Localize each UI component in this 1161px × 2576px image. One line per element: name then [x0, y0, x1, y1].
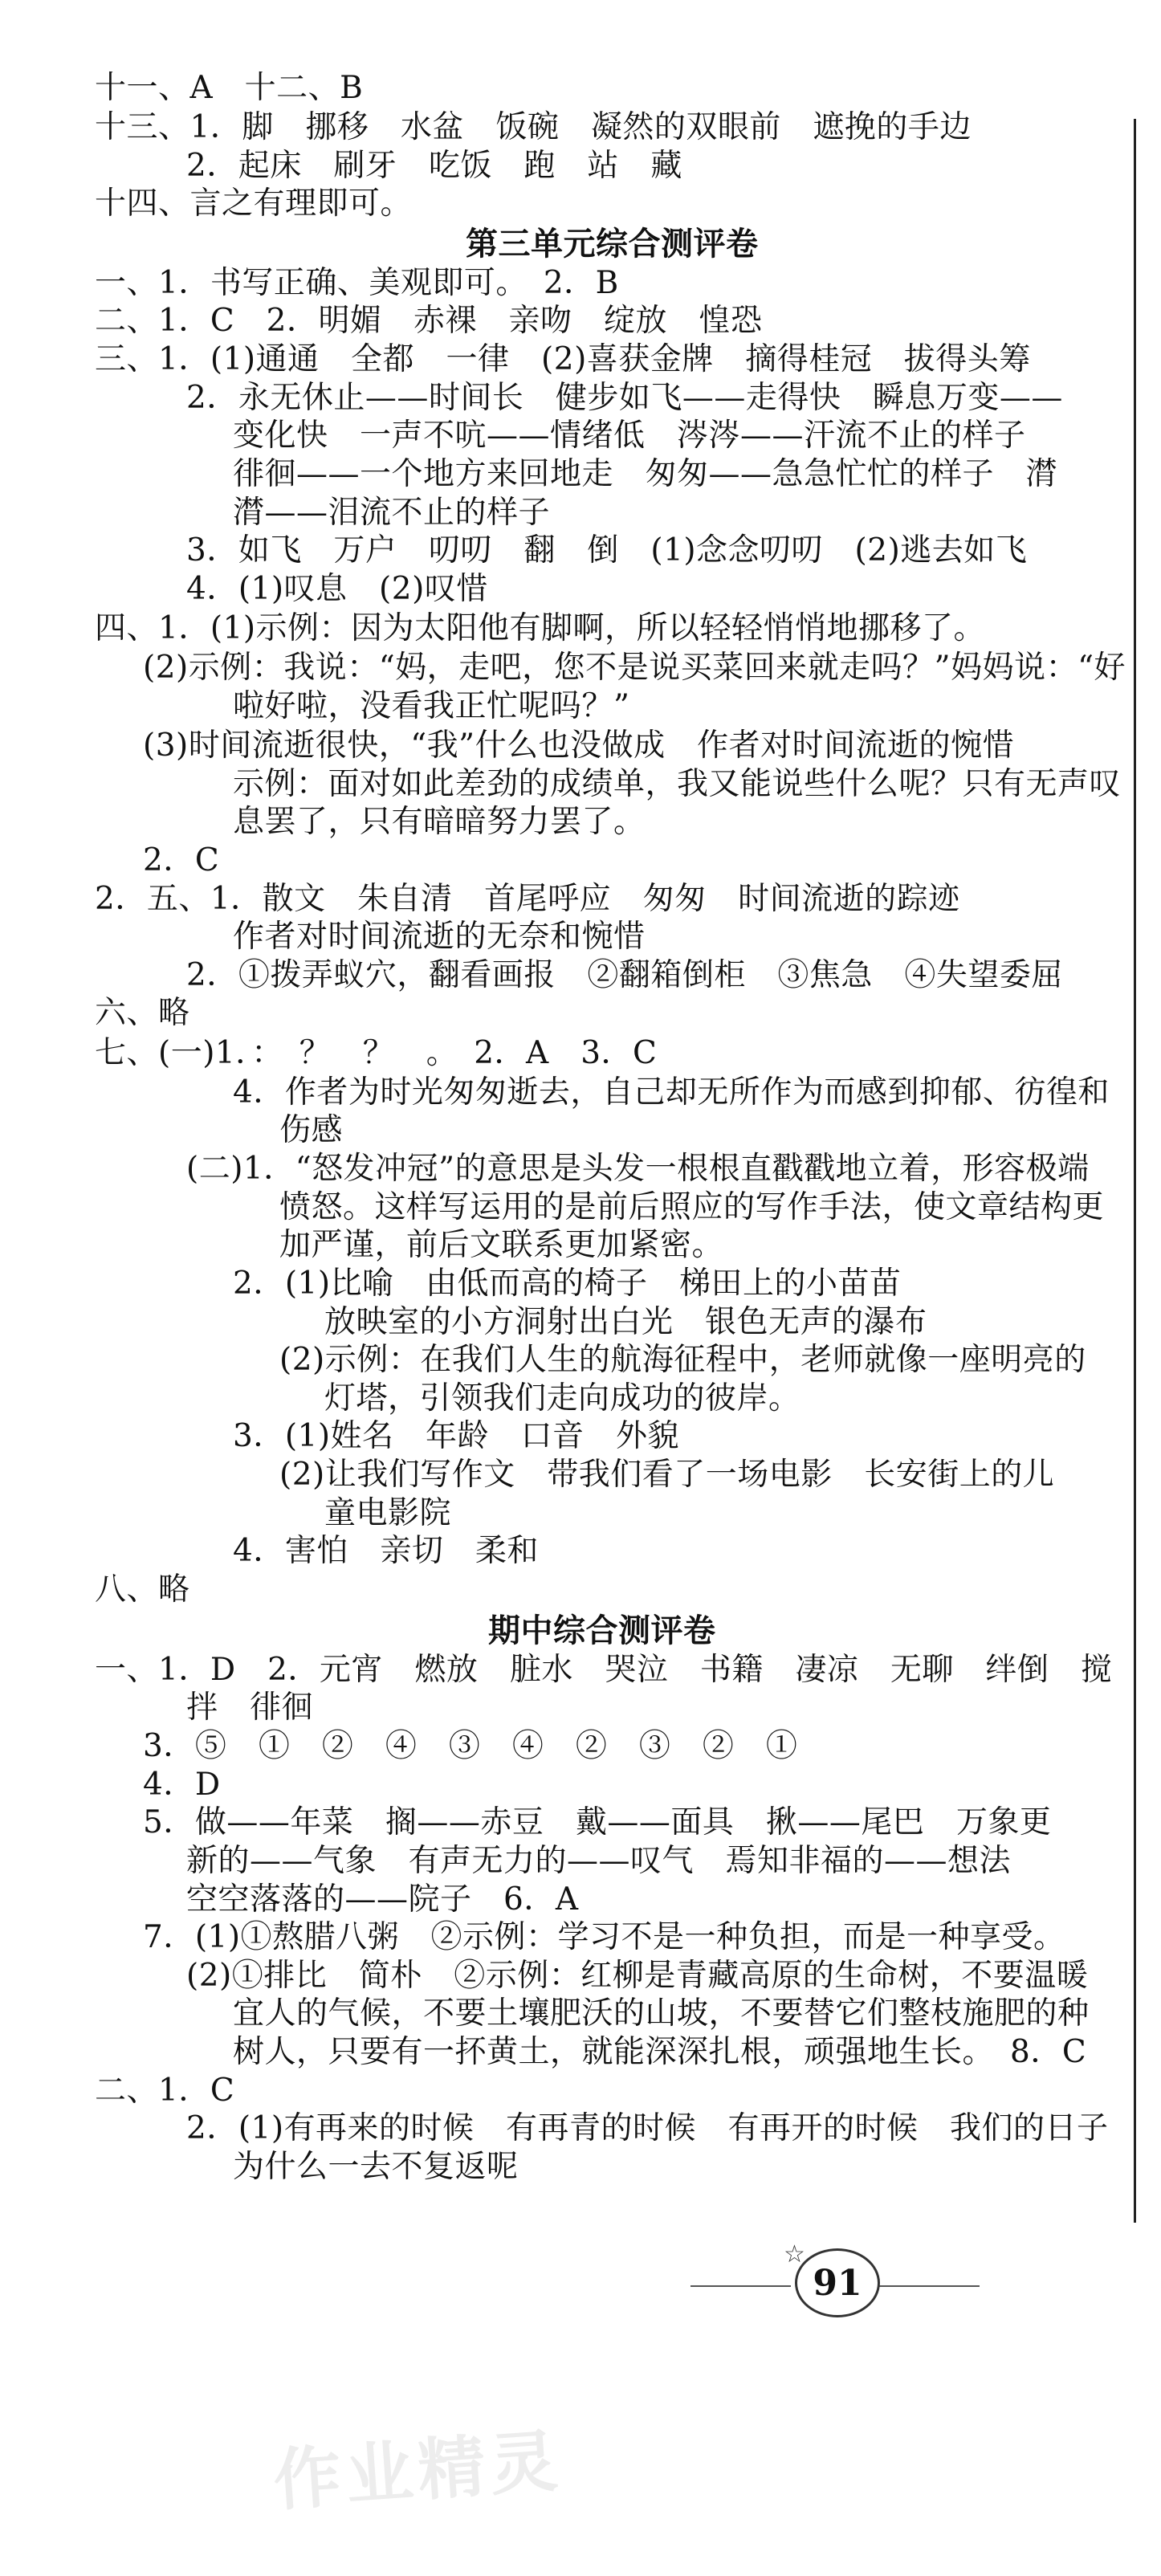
answer-line: 2．起床 刷牙 吃饭 跑 站 藏 — [186, 148, 682, 184]
answer-line: 变化快 一声不吭——情绪低 涔涔——汗流不止的样子 — [233, 418, 1026, 454]
answer-line: 徘徊——一个地方来回地走 匆匆——急急忙忙的样子 潸 — [233, 456, 1058, 492]
answer-line: 愤怒。这样写运用的是前后照应的写作手法，使文章结构更 — [279, 1189, 1105, 1225]
answer-line: 放映室的小方洞射出白光 银色无声的瀑布 — [324, 1304, 927, 1340]
answer-line: 4．(1)叹息 (2)叹惜 — [186, 571, 488, 607]
answer-line: 七、(一)1．： ？ ？ 。 2．A 3．C — [95, 1035, 658, 1071]
answer-line: (2)让我们写作文 带我们看了一场电影 长安街上的儿 — [279, 1457, 1055, 1493]
answer-line: 4．作者为时光匆匆逝去，自己却无所作为而感到抑郁、彷徨和 — [233, 1074, 1110, 1111]
answer-line: 十四、言之有理即可。 — [95, 185, 413, 222]
answer-line: 十三、1．脚 挪移 水盆 饭碗 凝然的双眼前 遮挽的手边 — [95, 109, 972, 145]
answer-line: (二)1．“怒发冲冠”的意思是头发一根根直戳戳地立着，形容极端 — [186, 1151, 1090, 1187]
answer-line: 2．永无休止——时间长 健步如飞——走得快 瞬息万变—— — [186, 380, 1063, 416]
star-icon: ☆ — [784, 2240, 805, 2268]
answer-line: (2)①排比 简朴 ②示例：红柳是青藏高原的生命树，不要温暖 — [186, 1958, 1089, 1994]
answer-line: 为什么一去不复返呢 — [233, 2149, 519, 2185]
answer-line: 2．C — [143, 842, 220, 878]
answer-line: 十一、A 十二、B — [95, 70, 364, 106]
answer-line: 空空落落的——院子 6．A — [186, 1881, 579, 1918]
ornament-line-right — [879, 2285, 980, 2287]
section-heading: 期中综合测评卷 — [488, 1612, 716, 1649]
answer-line: 二、1．C 2．明媚 赤裸 亲吻 绽放 惶恐 — [95, 303, 763, 339]
answer-line: 童电影院 — [324, 1495, 452, 1531]
answer-line: 一、1．D 2．元宵 燃放 脏水 哭泣 书籍 凄凉 无聊 绊倒 搅 — [95, 1652, 1113, 1688]
answer-line: 息罢了，只有暗暗努力罢了。 — [233, 804, 646, 840]
answer-line: 四、1．(1)示例：因为太阳他有脚啊，所以轻轻悄悄地挪移了。 — [95, 610, 986, 646]
answer-line: 拌 徘徊 — [186, 1689, 314, 1726]
answer-line: 2．(1)有再来的时候 有再青的时候 有再开的时候 我们的日子 — [186, 2110, 1109, 2146]
watermark: 作业精灵 — [271, 2421, 565, 2521]
answer-line: 2．①拨弄蚁穴，翻看画报 ②翻箱倒柜 ③焦急 ④失望委屈 — [186, 957, 1063, 993]
answer-line: 加严谨，前后文联系更加紧密。 — [279, 1227, 724, 1263]
answer-line: 啦好啦，没看我正忙呢吗？” — [233, 688, 630, 724]
answer-line: 潸——泪流不止的样子 — [233, 495, 551, 531]
answer-line: 3．(1)姓名 年龄 口音 外貌 — [233, 1418, 680, 1454]
page-number-badge — [690, 2240, 980, 2329]
answer-line: 2．(1)比喻 由低而高的椅子 梯田上的小苗苗 — [233, 1266, 902, 1302]
answer-line: 新的——气象 有声无力的——叹气 焉知非福的——想法 — [186, 1843, 1012, 1879]
answer-line: 示例：面对如此差劲的成绩单，我又能说些什么呢？只有无声叹 — [233, 766, 1122, 802]
page-number-oval — [795, 2248, 880, 2317]
answer-line: 六、略 — [95, 995, 190, 1031]
margin-rule — [1134, 119, 1136, 2223]
answer-line: 伤感 — [279, 1112, 344, 1148]
answer-line: 2．五、1．散文 朱自清 首尾呼应 匆匆 时间流逝的踪迹 — [95, 881, 960, 917]
answer-line: 宜人的气候，不要土壤肥沃的山坡，不要替它们整枝施肥的种 — [233, 1995, 1090, 2032]
answer-line: 3．如飞 万户 叨叨 翻 倒 (1)念念叨叨 (2)逃去如飞 — [186, 532, 1028, 569]
answer-line: 3．⑤ ① ② ④ ③ ④ ② ③ ② ① — [143, 1728, 798, 1764]
answer-line: 7．(1)①熬腊八粥 ②示例：学习不是一种负担，而是一种享受。 — [143, 1919, 1065, 1955]
answer-line: 八、略 — [95, 1571, 190, 1608]
answer-line: (2)示例：在我们人生的航海征程中，老师就像一座明亮的 — [279, 1342, 1086, 1378]
answer-line: (2)示例：我说：“妈，走吧，您不是说买菜回来就走吗？”妈妈说：“好 — [143, 650, 1126, 686]
section-heading: 第三单元综合测评卷 — [466, 226, 759, 263]
answer-line: (3)时间流逝很快，“我”什么也没做成 作者对时间流逝的惋惜 — [143, 728, 1015, 764]
ornament-line-left — [690, 2285, 791, 2287]
answer-line: 4．害怕 亲切 柔和 — [233, 1533, 539, 1569]
answer-line: 5．做——年菜 搁——赤豆 戴——面具 揪——尾巴 万象更 — [143, 1804, 1052, 1840]
page-number: 91 — [813, 2262, 862, 2304]
answer-line: 作者对时间流逝的无奈和惋惜 — [233, 919, 646, 955]
answer-line: 灯塔，引领我们走向成功的彼岸。 — [324, 1380, 800, 1416]
answer-line: 树人，只要有一抔黄土，就能深深扎根，顽强地生长。 8．C — [233, 2034, 1087, 2070]
answer-line: 一、1．书写正确、美观即可。 2．B — [95, 265, 619, 301]
answer-line: 三、1．(1)通通 全都 一律 (2)喜获金牌 摘得桂冠 拔得头筹 — [95, 341, 1031, 377]
answer-line: 二、1．C — [95, 2073, 235, 2109]
answer-line: 4．D — [143, 1767, 221, 1803]
